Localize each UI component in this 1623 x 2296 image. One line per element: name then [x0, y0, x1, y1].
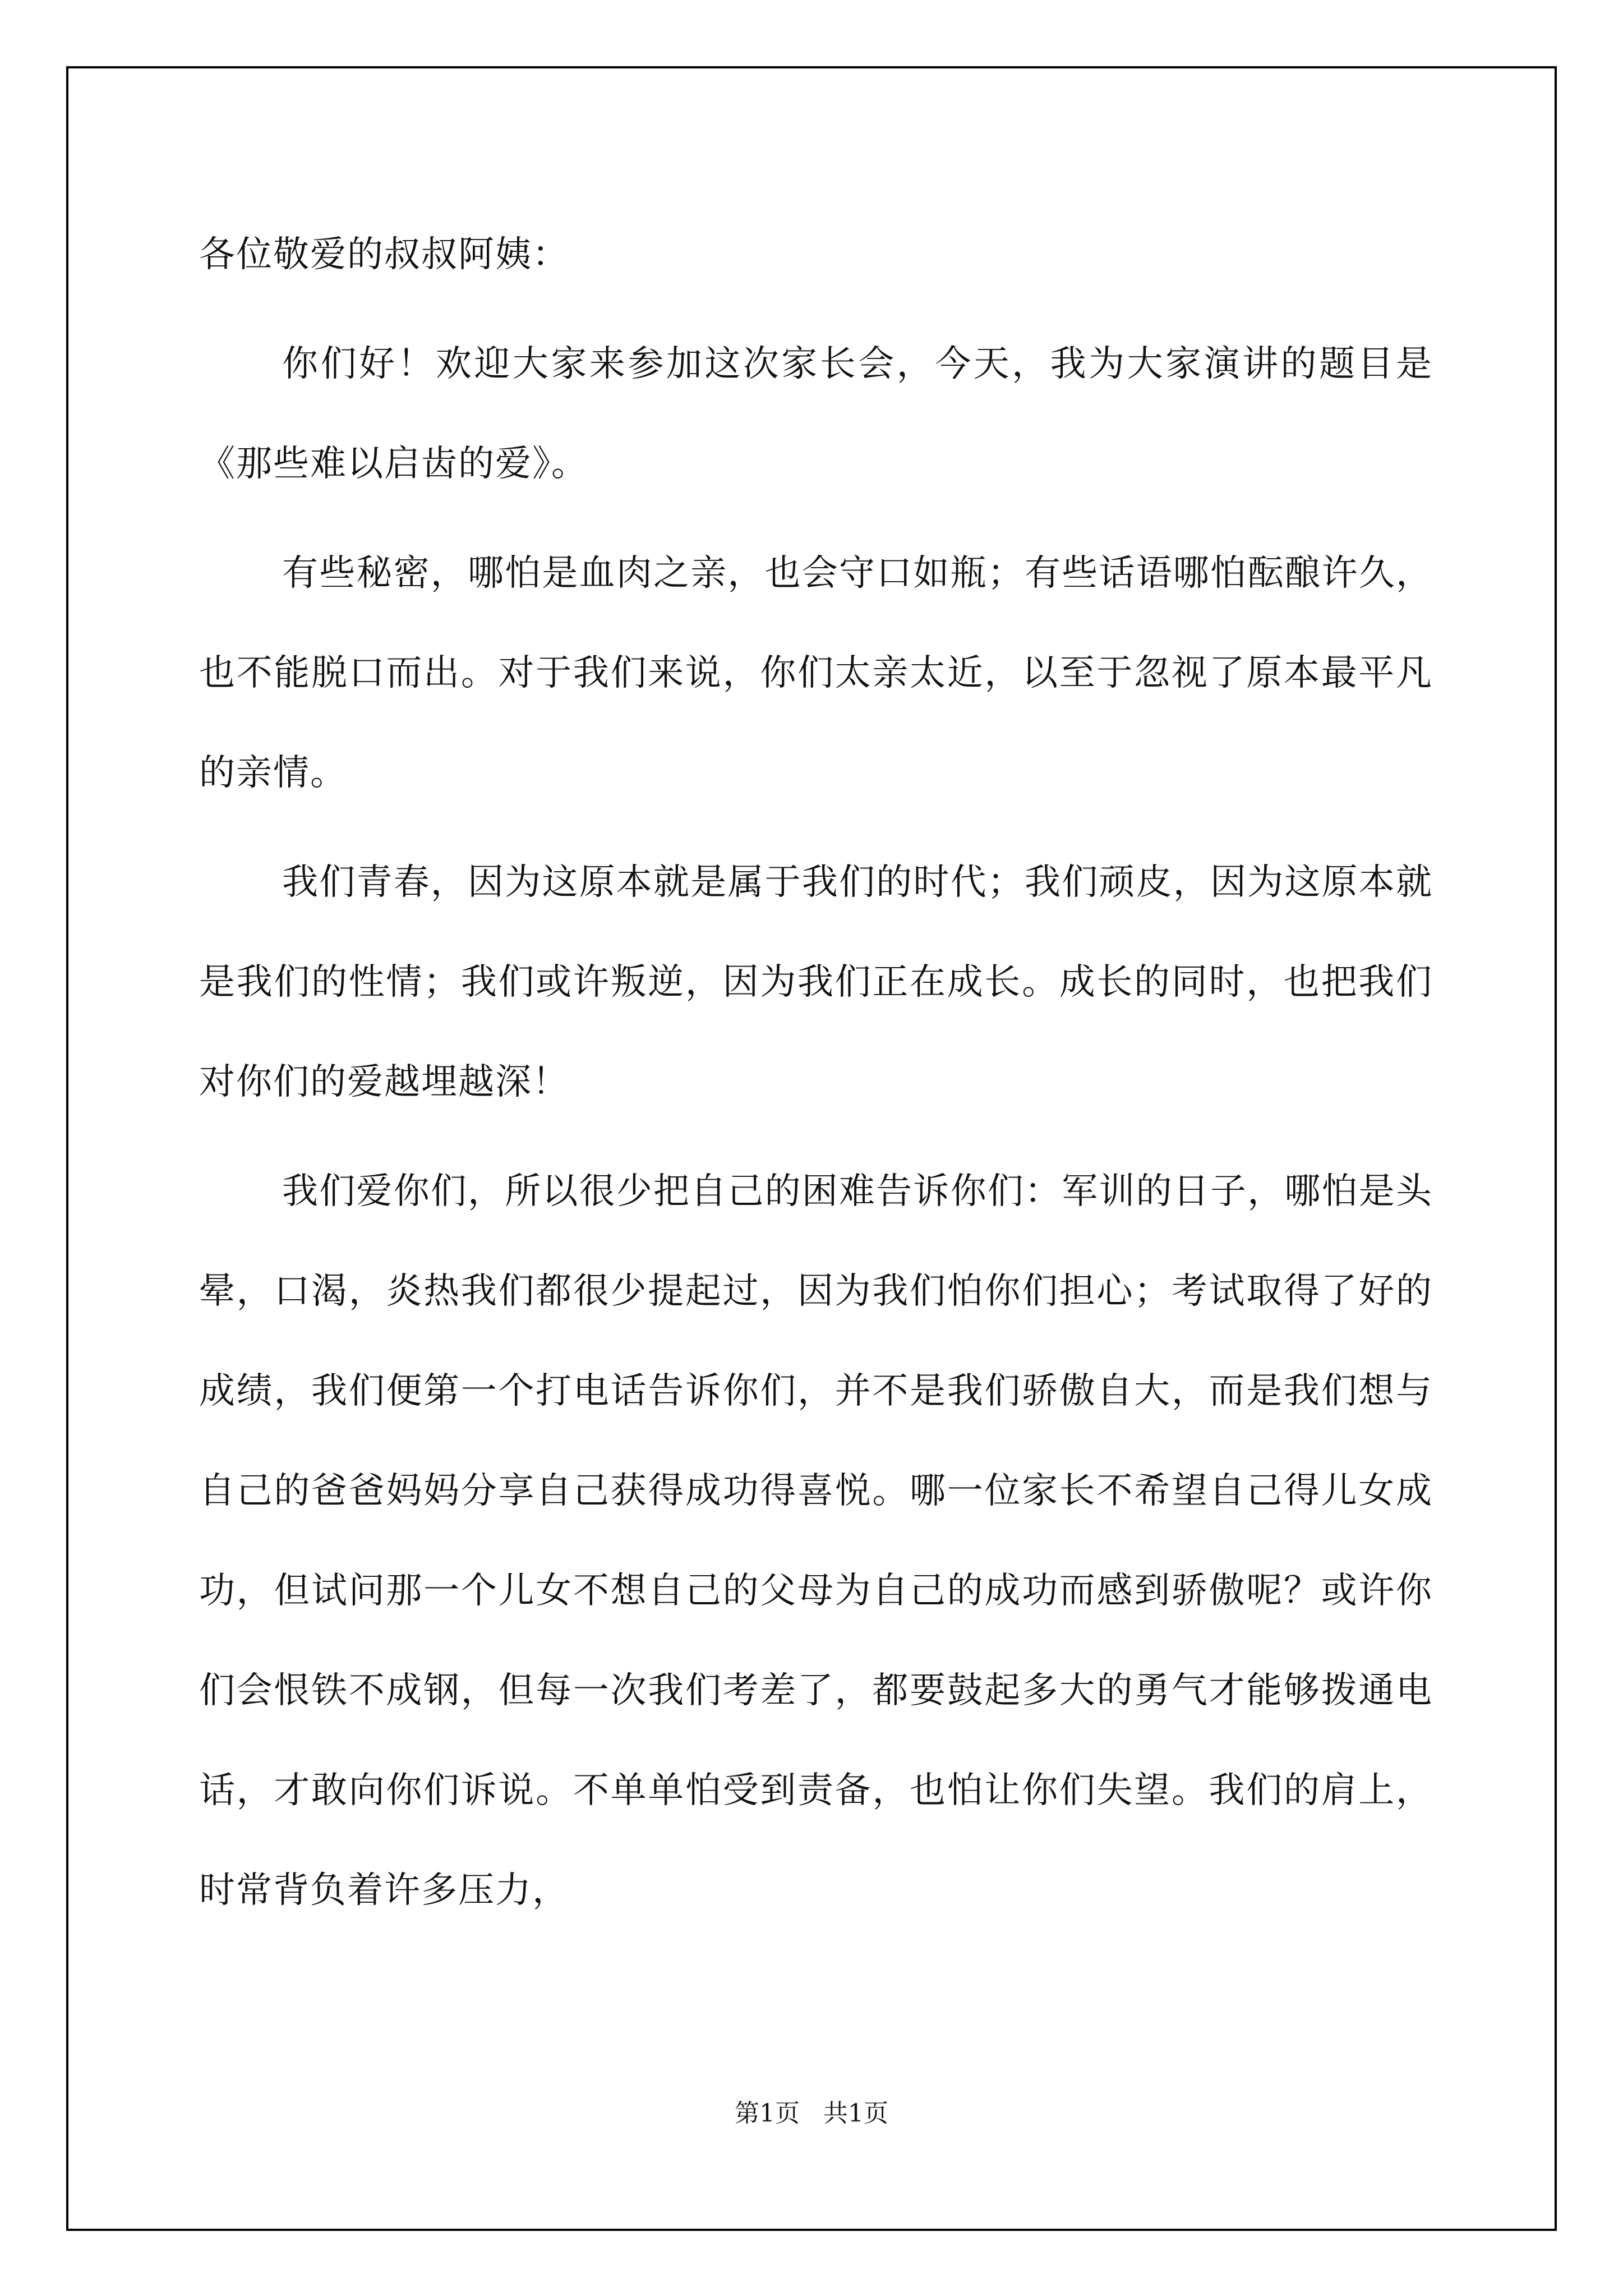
page-footer: 第1页 共1页 — [735, 2099, 888, 2128]
salutation: 各位敬爱的叔叔阿姨： — [199, 234, 569, 275]
paragraph-secrets: 有些秘密，哪怕是血肉之亲，也会守口如瓶；有些话语哪怕酝酿许久，也不能脱口而出。对于我们来说，你们太亲太近，以至于忽视了原本最平凡的亲情。 — [199, 553, 1433, 794]
paragraph-greeting: 你们好！欢迎大家来参加这次家长会，今天，我为大家演讲的题目是《那些难以启齿的爱》。 — [199, 343, 1433, 485]
document-body — [199, 205, 1433, 1950]
paragraph-love: 我们爱你们，所以很少把自己的困难告诉你们：军训的日子，哪怕是头晕，口渴，炎热我们都很少提起过，因为我们怕你们担心；考试取得了好的成绩，我们便第一个打电话告诉你们，并不是我们骄傲自大，而是我们想与自己的爸爸妈妈分享自己获得成功得喜悦。哪一位家长不希望自己得儿女成功，但试问那一个儿女不想自己的父母为自己的成功而感到骄傲呢？或许你们会恨铁不成钢，但每一次我们考差了，都要鼓起多大的勇气才能够拨通电话，才敢向你们诉说。不单单怕受到责备，也怕让你们失望。我们的肩上，时常背负着许多压力， — [199, 1171, 1433, 1911]
paragraph-youth: 我们青春，因为这原本就是属于我们的时代；我们顽皮，因为这原本就是我们的性情；我们或许叛逆，因为我们正在成长。成长的同时，也把我们对你们的爱越埋越深！ — [199, 862, 1433, 1103]
